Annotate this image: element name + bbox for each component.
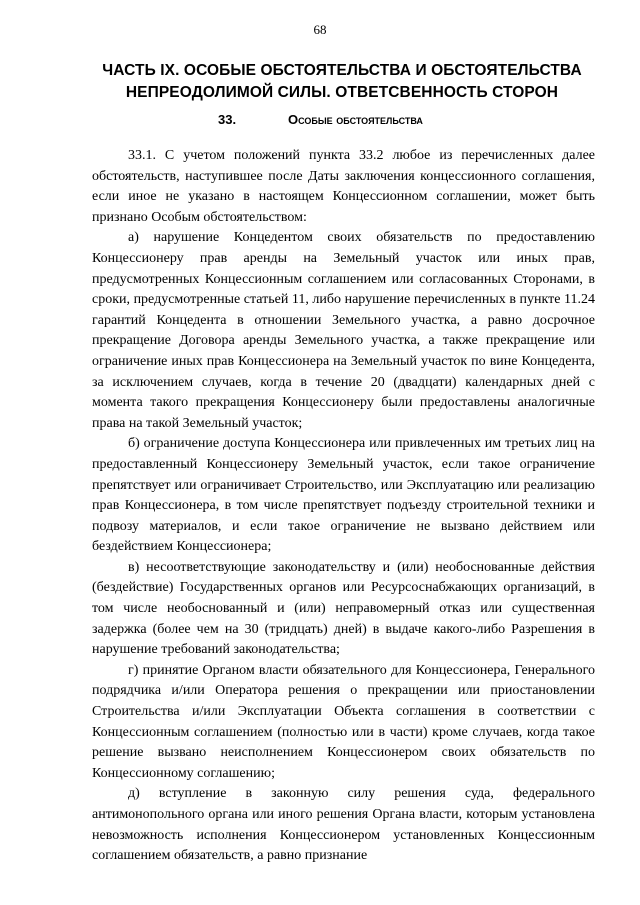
section-number: 33. [218, 112, 237, 127]
paragraph-33-1: 33.1. С учетом положений пункта 33.2 любое из перечисленных далее обстоятельств, наступившее после Даты заключения концессионного соглашения, если иное не указано в настоящем Концессионном соглашении, может быть признано Особым обстоятельством: [92, 148, 595, 225]
paragraph-item-v: в) несоответствующие законодательству и (или) необоснованные действия (бездействие) Государственных органов или Ресурсоснабжающих организаций, в том числе необоснованный и (или) неправомерный отказ или существенная задержка (более чем на 30 (тридцать) дней) в выдаче какого-либо Разрешения в нарушение требований законодательства; [92, 559, 595, 658]
paragraph-item-d: д) вступление в законную силу решения суда, федерального антимонопольного органа или иного решения Органа власти, которым установлена невозможность исполнения Концессионером установленных Концессионным соглашением обязательств, а равно признание [92, 786, 595, 864]
paragraph-item-a: а) нарушение Концедентом своих обязательств по предоставлению Концессионеру прав аренды на Земельный участок или иных прав, предусмотренных Концессионным соглашением или согласованных Сторонами, в сроки, предусмотренные статьей 11, либо нарушение перечисленных в пункте 11.24 гарантий Концедента в отношении Земельного участка, а равно досрочное прекращение Договора аренды Земельного участка, а также прекращение или ограничение иных прав Концессионера на Земельный участок по вине Концедента, за исключением случаев, когда в течение 20 (двадцати) календарных дней с момента такого прекращения Концессионеру были предоставлены аналогичные права на такой Земельный участок; [92, 230, 595, 431]
page-number: 68 [313, 22, 327, 37]
section-title: Особые обстоятельства [288, 112, 423, 127]
paragraph-item-b: б) ограничение доступа Концессионера или привлеченных им третьих лиц на предоставленный Концессионеру Земельный участок, если такое ограничение препятствует или ограничивает Строительство, или Эксплуатацию или реализацию прав Концессионера, в том числе препятствует подъезду строительной техники и подвозу материалов, и если такое ограничение не вызвано действием или бездействием Концессионера; [92, 436, 595, 555]
document-body [92, 146, 595, 867]
part-title: ЧАСТЬ IX. ОСОБЫЕ ОБСТОЯТЕЛЬСТВА И ОБСТОЯТЕЛЬСТВА НЕПРЕОДОЛИМОЙ СИЛЫ. ОТВЕТСВЕННОСТЬ СТОРОН [102, 62, 582, 101]
paragraph-item-g: г) принятие Органом власти обязательного для Концессионера, Генерального подрядчика и/или Оператора решения о прекращении или приостановлении Строительства и/или Эксплуатации Объекта соглашения в соответствии с Концессионным соглашением (полностью или в части) кроме случаев, когда такое решение вызвано неисполнением Концессионером своих обязательств по Концессионному соглашению; [92, 662, 595, 781]
